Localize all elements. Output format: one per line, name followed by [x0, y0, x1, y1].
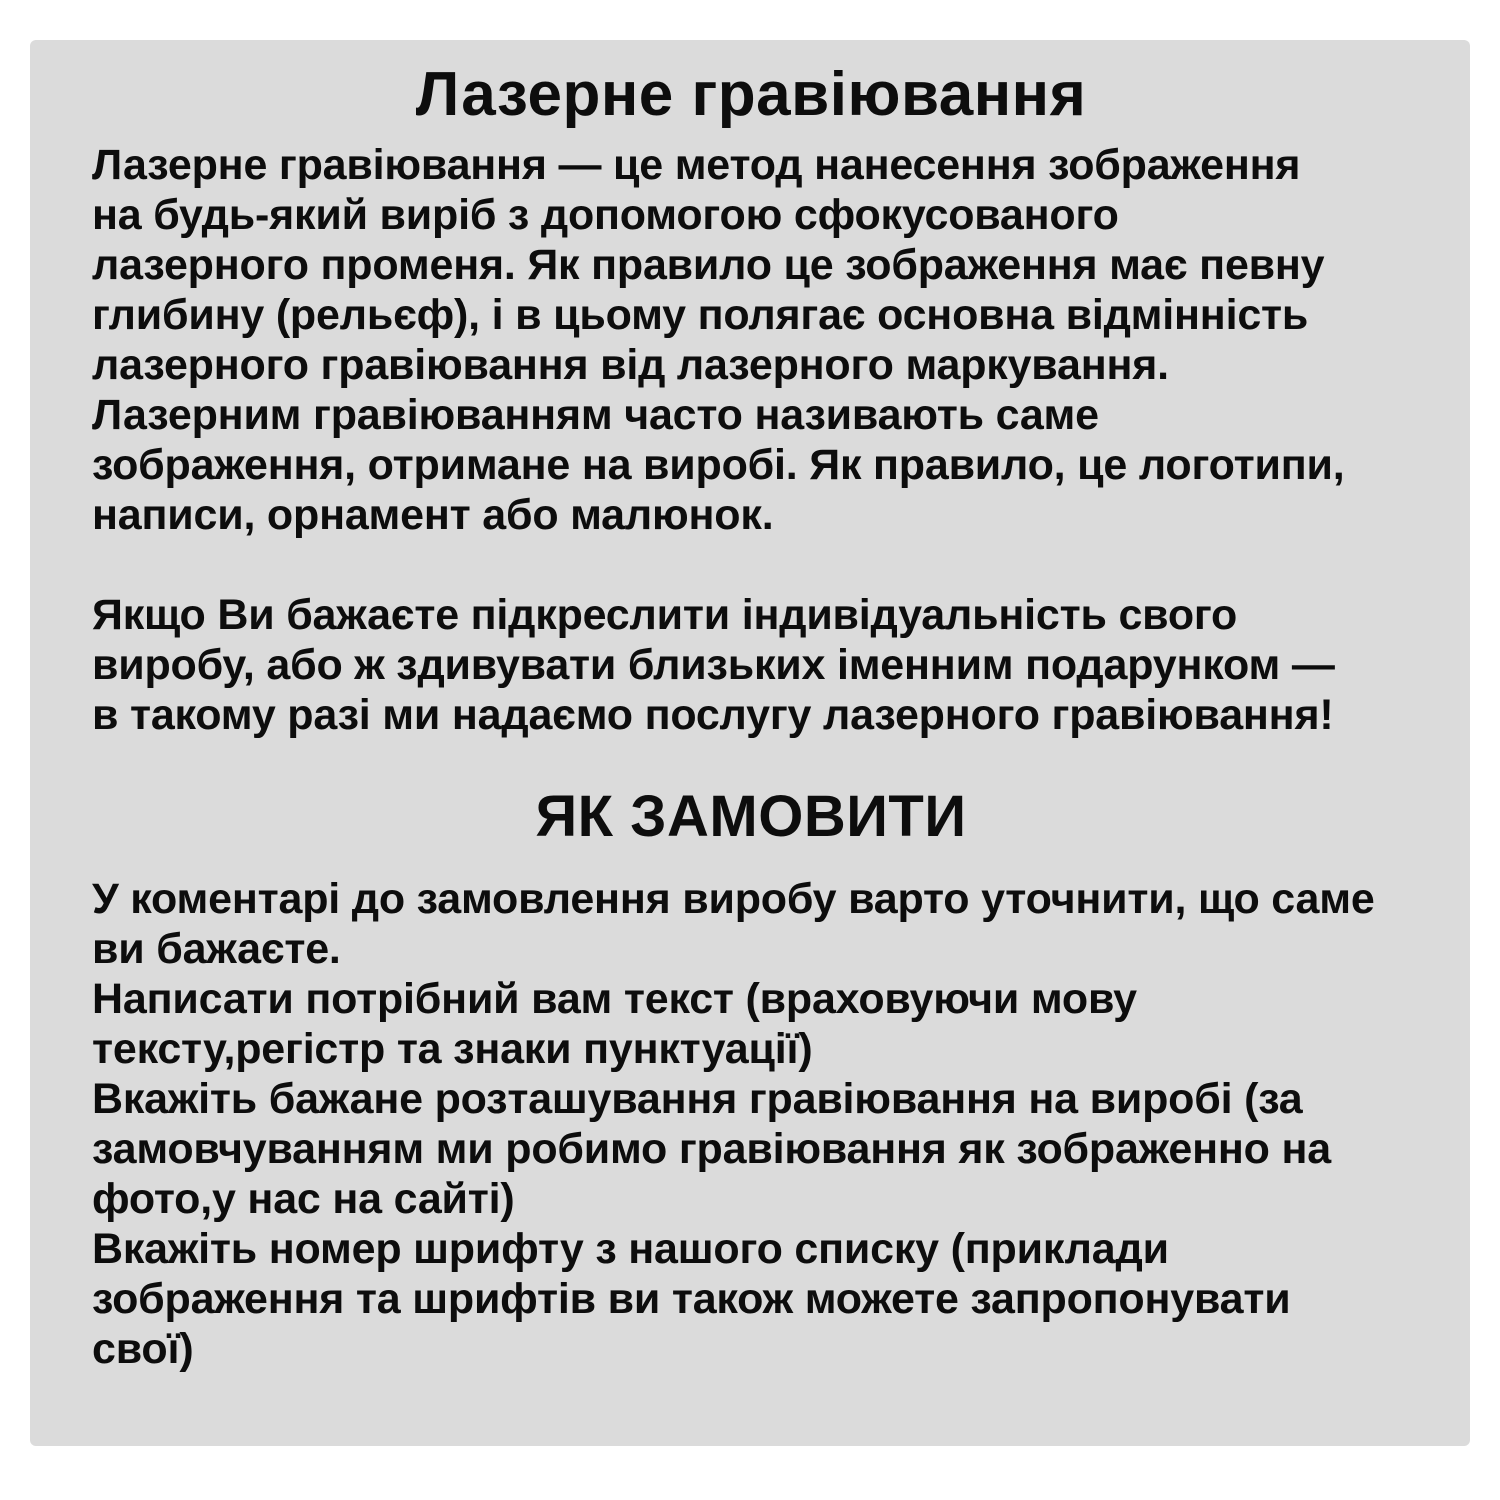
instruction-line: тексту,регістр та знаки пунктуації): [92, 1025, 813, 1073]
how-to-order-heading: ЯК ЗАМОВИТИ: [535, 784, 967, 849]
panel-content: [30, 40, 1470, 1374]
info-panel: [30, 40, 1470, 1446]
instructions-paragraph: [92, 874, 1410, 1374]
instruction-line: свої): [92, 1325, 194, 1373]
instruction-line: фото,у нас на сайті): [92, 1175, 515, 1223]
intro-line: глибину (рельєф), і в цьому полягає основна відмінність: [92, 291, 1309, 339]
instruction-line: У коментарі до замовлення виробу варто уточнити, що саме: [92, 875, 1375, 923]
intro-line: написи, орнамент або малюнок.: [92, 491, 774, 539]
instruction-line: замовчуванням ми робимо гравіювання як зображенно на: [92, 1125, 1331, 1173]
instruction-line: Вкажіть бажане розташування гравіювання на виробі (за: [92, 1075, 1303, 1123]
paragraph-spacer: [92, 540, 1410, 590]
offer-line: в такому разі ми надаємо послугу лазерного гравіювання!: [92, 691, 1334, 739]
intro-line: лазерного гравіювання від лазерного маркування.: [92, 341, 1169, 389]
instruction-line: Вкажіть номер шрифту з нашого списку (приклади: [92, 1225, 1169, 1273]
intro-line: лазерного променя. Як правило це зображення має певну: [92, 241, 1325, 289]
offer-line: Якщо Ви бажаєте підкреслити індивідуальність свого: [92, 591, 1238, 639]
page-title: Лазерне гравіювання: [415, 60, 1087, 129]
intro-line: зображення, отримане на виробі. Як правило, це логотипи,: [92, 441, 1345, 489]
intro-line: Лазерним гравіюванням часто називають саме: [92, 391, 1099, 439]
intro-line: на будь-який виріб з допомогою сфокусованого: [92, 191, 1119, 239]
instruction-line: зображення та шрифтів ви також можете запропонувати: [92, 1275, 1291, 1323]
instruction-line: Написати потрібний вам текст (враховуючи мову: [92, 975, 1137, 1023]
offer-line: виробу, або ж здивувати близьких іменним подарунком —: [92, 641, 1335, 689]
intro-paragraph: [92, 140, 1410, 540]
instruction-line: ви бажаєте.: [92, 925, 341, 973]
offer-paragraph: [92, 590, 1410, 740]
intro-line: Лазерне гравіювання — це метод нанесення зображення: [92, 141, 1301, 189]
